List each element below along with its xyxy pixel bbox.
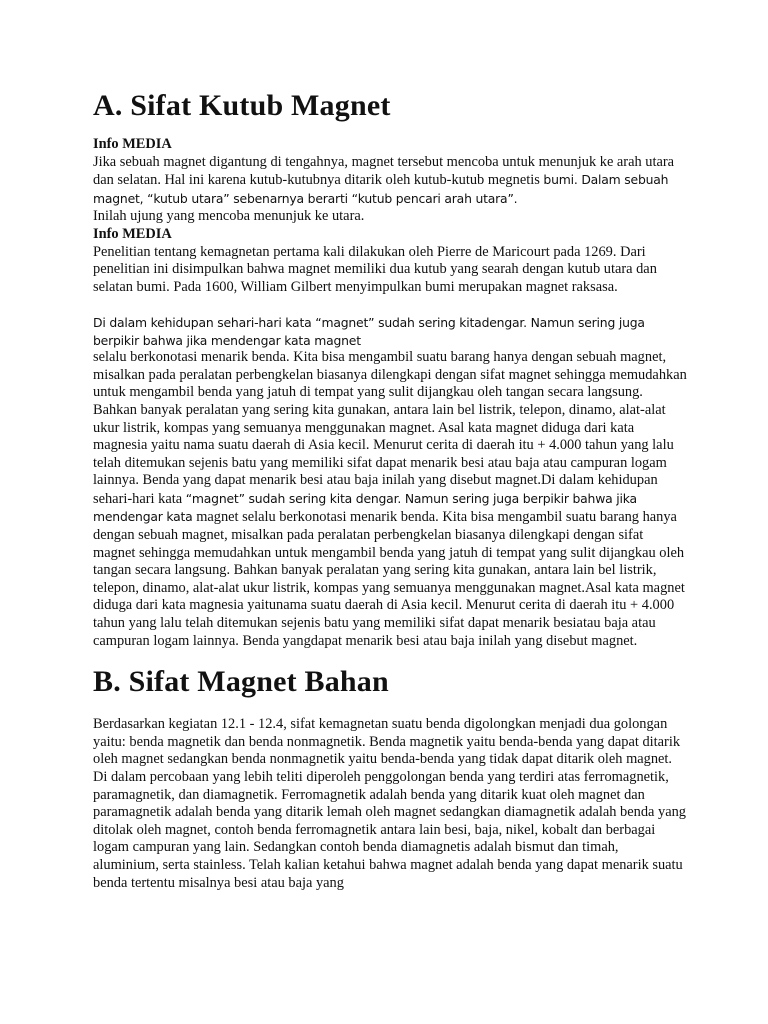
info-media-label-2: Info MEDIA bbox=[93, 225, 172, 242]
section-b-title: B. Sifat Magnet Bahan bbox=[93, 665, 389, 699]
info-media-text-1-part-a: Jika sebuah magnet digantung di tengahnya, magnet tersebut mencoba untuk menunjuk ke arah utara dan selatan. Hal ini karena kutub-kutubnya ditarik oleh kutub-kutub megnetis bbox=[93, 153, 675, 189]
section-a-paragraph-body-part-1: selalu berkonotasi menarik benda. Kita bisa mengambil suatu barang hanya dengan sebuah magnet, misalkan pada peralatan perbengkelan biasanya dilengkapi dengan sifat magnet sehingga memudahkan untuk mengambil benda yang jatuh di tempat yang sulit dijangkau oleh tangan secara langsung. Bahkan banyak peralatan yang sering kita gunakan, antara lain bel listrik, telepon, dinamo, alat-alat ukur listrik, kompas yang semuanya menggunakan magnet. Asal kata magnet diduga dari kata magnesia yaitu nama suatu daerah di Asia kecil. Menurut cerita di daerah itu + 4.000 tahun yang lalu telah ditemukan sejenis batu yang memiliki sifat dapat menarik besi atau baja atau campuran logam lainnya. Benda yang dapat menarik besi atau baja inilah yang disebut magnet.Di dalam kehidupan sehari-hari kata bbox=[93, 349, 687, 507]
info-media-text-2: Penelitian tentang kemagnetan pertama kali dilakukan oleh Pierre de Maricourt pada 1269. Dari penelitian ini disimpulkan bahwa magnet memiliki dua kutub yang searah dengan kutub utara dan selatan bumi. Pada 1600, William Gilbert menyimpulkan bumi merupakan magnet raksasa. bbox=[93, 243, 657, 295]
section-a-paragraph-intro: Di dalam kehidupan sehari-hari kata “magnet” sudah sering kitadengar. Namun sering juga berpikir bahwa jika mendengar kata magnet bbox=[93, 314, 645, 348]
section-a-paragraph-body-part-3: magnet selalu berkonotasi menarik benda. Kita bisa mengambil suatu barang hanya dengan sebuah magnet, misalkan pada peralatan perbengkelan biasanya dilengkapi dengan sifat magnet sehingga memudahkan untuk mengambil benda yang jatuh di tempat yang sulit dijangkau oleh tangan secara langsung. Bahkan banyak peralatan yang sering kita gunakan, antara lain bel listrik, telepon, dinamo, alat-alat ukur listrik, kompas yang semuanya menggunakan magnet.Asal kata magnet diduga dari kata magnesia yaitunama suatu daerah di Asia kecil. Menurut cerita di daerah itu + 4.000 tahun yang lalu telah ditemukan sejenis batu yang memiliki sifat dapat menarik besiatau baja atau campuran logam lainnya. Benda yangdapat menarik besi atau baja inilah yang disebut magnet. bbox=[93, 509, 685, 649]
info-media-text-1-part-b: bumi. Dalam sebuah magnet, “kutub utara” sebenarnya berarti “kutub pencari arah utara”. bbox=[93, 172, 669, 206]
section-a-title: A. Sifat Kutub Magnet bbox=[93, 89, 391, 122]
info-media-text-1-tail: Inilah ujung yang mencoba menunjuk ke utara. bbox=[93, 208, 365, 225]
section-b-paragraph-2: Di dalam percobaan yang lebih teliti diperoleh penggolongan benda yang terdiri atas ferromagnetik, paramagnetik, dan diamagnetik. Ferromagnetik adalah benda yang ditarik kuat oleh magnet dan paramagnetik adalah benda yang ditarik lemah oleh magnet sedangkan diamagnetik adalah benda yang ditolak oleh magnet, contoh benda ferromagnetik antara lain besi, baja, nikel, kobalt dan berbagai logam campuran yang lain. Sedangkan contoh benda diamagnetis adalah bismut dan timah, aluminium, serta stainless. Telah kalian ketahui bahwa magnet adalah benda yang dapat menarik suatu benda tertentu misalnya besi atau baja yang bbox=[93, 769, 686, 891]
section-a-paragraph-body bbox=[93, 349, 688, 650]
paragraph-spacer bbox=[93, 296, 688, 314]
info-media-label-1: Info MEDIA bbox=[93, 136, 172, 152]
section-a-paragraph-body-part-2: “magnet” sudah sering kita dengar. Namun sering juga berpikir bahwa jika mendengar kata bbox=[93, 490, 637, 525]
section-b-paragraph-1: Berdasarkan kegiatan 12.1 - 12.4, sifat kemagnetan suatu benda digolongkan menjadi dua golongan yaitu: benda magnetik dan benda nonmagnetik. Benda magnetik yaitu benda-benda yang dapat ditarik oleh magnet sedangkan benda nonmagnetik yaitu benda-benda yang tidak dapat ditarik oleh magnet. bbox=[93, 716, 681, 768]
info-media-text-1 bbox=[93, 154, 688, 209]
